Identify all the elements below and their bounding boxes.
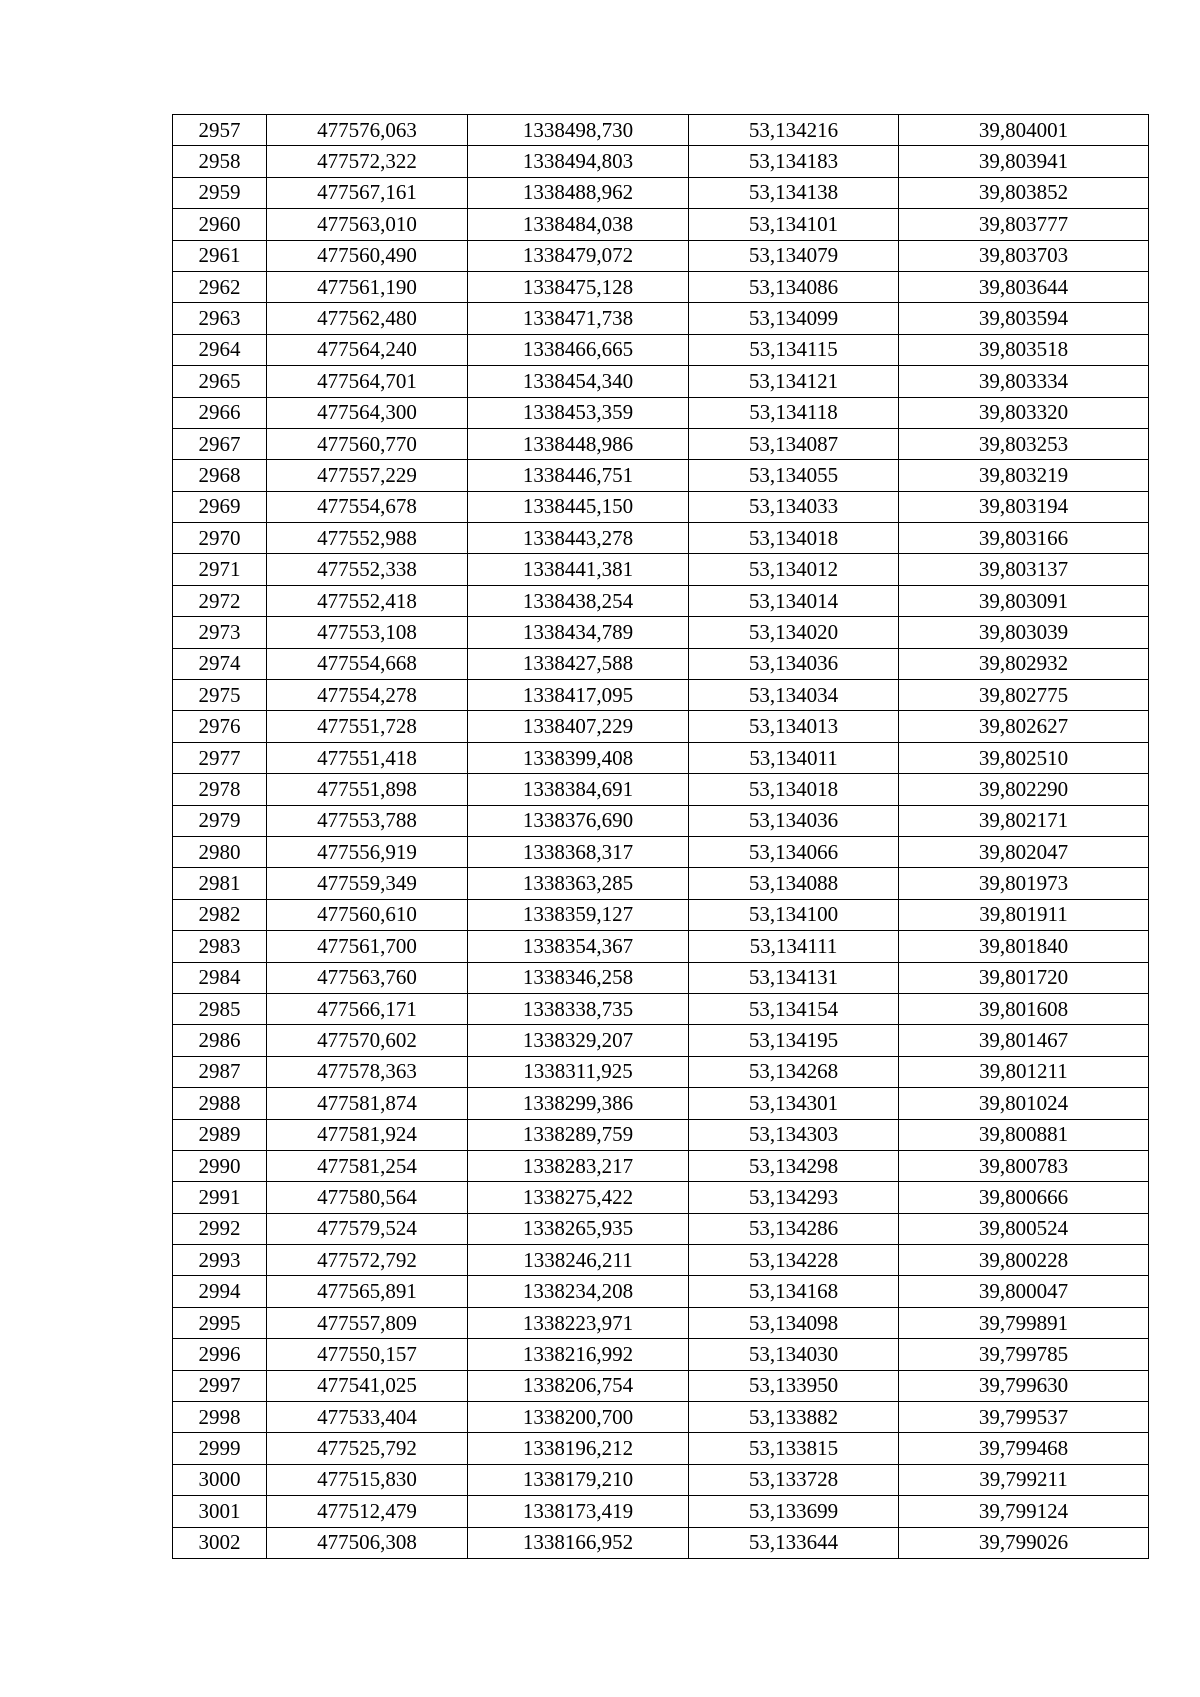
x-coordinate-cell: 477564,300 <box>267 397 468 428</box>
latitude-cell: 53,134013 <box>689 711 899 742</box>
table-row <box>173 1527 1149 1558</box>
x-coordinate-cell: 477563,010 <box>267 209 468 240</box>
point-number-cell: 2965 <box>173 366 267 397</box>
point-number-cell: 2982 <box>173 899 267 930</box>
latitude-cell: 53,134121 <box>689 366 899 397</box>
longitude-cell: 39,802510 <box>899 742 1149 773</box>
latitude-cell: 53,134018 <box>689 523 899 554</box>
table-row <box>173 585 1149 616</box>
y-coordinate-cell: 1338407,229 <box>468 711 689 742</box>
y-coordinate-cell: 1338484,038 <box>468 209 689 240</box>
longitude-cell: 39,800881 <box>899 1119 1149 1150</box>
point-number-cell: 2979 <box>173 805 267 836</box>
point-number-cell: 2981 <box>173 868 267 899</box>
x-coordinate-cell: 477515,830 <box>267 1464 468 1495</box>
longitude-cell: 39,802171 <box>899 805 1149 836</box>
y-coordinate-cell: 1338466,665 <box>468 334 689 365</box>
x-coordinate-cell: 477557,229 <box>267 460 468 491</box>
latitude-cell: 53,134195 <box>689 1025 899 1056</box>
x-coordinate-cell: 477525,792 <box>267 1433 468 1464</box>
x-coordinate-cell: 477567,161 <box>267 177 468 208</box>
x-coordinate-cell: 477553,788 <box>267 805 468 836</box>
table-row <box>173 1339 1149 1370</box>
y-coordinate-cell: 1338448,986 <box>468 428 689 459</box>
point-number-cell: 2970 <box>173 523 267 554</box>
latitude-cell: 53,134216 <box>689 115 899 146</box>
table-row <box>173 397 1149 428</box>
point-number-cell: 3000 <box>173 1464 267 1495</box>
latitude-cell: 53,134012 <box>689 554 899 585</box>
longitude-cell: 39,801211 <box>899 1056 1149 1087</box>
point-number-cell: 2963 <box>173 303 267 334</box>
x-coordinate-cell: 477581,254 <box>267 1150 468 1181</box>
table-row <box>173 868 1149 899</box>
point-number-cell: 3002 <box>173 1527 267 1558</box>
latitude-cell: 53,133950 <box>689 1370 899 1401</box>
table-row <box>173 962 1149 993</box>
longitude-cell: 39,803166 <box>899 523 1149 554</box>
longitude-cell: 39,803091 <box>899 585 1149 616</box>
y-coordinate-cell: 1338338,735 <box>468 993 689 1024</box>
point-number-cell: 2978 <box>173 774 267 805</box>
point-number-cell: 2997 <box>173 1370 267 1401</box>
point-number-cell: 2961 <box>173 240 267 271</box>
x-coordinate-cell: 477580,564 <box>267 1182 468 1213</box>
table-row <box>173 1056 1149 1087</box>
point-number-cell: 2992 <box>173 1213 267 1244</box>
longitude-cell: 39,803518 <box>899 334 1149 365</box>
x-coordinate-cell: 477561,190 <box>267 271 468 302</box>
y-coordinate-cell: 1338427,588 <box>468 648 689 679</box>
point-number-cell: 2964 <box>173 334 267 365</box>
x-coordinate-cell: 477533,404 <box>267 1402 468 1433</box>
longitude-cell: 39,799026 <box>899 1527 1149 1558</box>
x-coordinate-cell: 477551,418 <box>267 742 468 773</box>
latitude-cell: 53,134301 <box>689 1088 899 1119</box>
latitude-cell: 53,134011 <box>689 742 899 773</box>
x-coordinate-cell: 477561,700 <box>267 931 468 962</box>
table-row <box>173 1464 1149 1495</box>
table-row <box>173 334 1149 365</box>
point-number-cell: 2966 <box>173 397 267 428</box>
point-number-cell: 2985 <box>173 993 267 1024</box>
table-row <box>173 1433 1149 1464</box>
table-row <box>173 1119 1149 1150</box>
latitude-cell: 53,134088 <box>689 868 899 899</box>
x-coordinate-cell: 477576,063 <box>267 115 468 146</box>
x-coordinate-cell: 477570,602 <box>267 1025 468 1056</box>
longitude-cell: 39,799630 <box>899 1370 1149 1401</box>
latitude-cell: 53,134098 <box>689 1307 899 1338</box>
latitude-cell: 53,134131 <box>689 962 899 993</box>
y-coordinate-cell: 1338246,211 <box>468 1245 689 1276</box>
y-coordinate-cell: 1338359,127 <box>468 899 689 930</box>
latitude-cell: 53,134111 <box>689 931 899 962</box>
table-row <box>173 805 1149 836</box>
longitude-cell: 39,799891 <box>899 1307 1149 1338</box>
point-number-cell: 2983 <box>173 931 267 962</box>
longitude-cell: 39,802932 <box>899 648 1149 679</box>
table-row <box>173 774 1149 805</box>
y-coordinate-cell: 1338329,207 <box>468 1025 689 1056</box>
latitude-cell: 53,133728 <box>689 1464 899 1495</box>
longitude-cell: 39,803039 <box>899 617 1149 648</box>
y-coordinate-cell: 1338275,422 <box>468 1182 689 1213</box>
table-row <box>173 993 1149 1024</box>
x-coordinate-cell: 477554,668 <box>267 648 468 679</box>
x-coordinate-cell: 477551,728 <box>267 711 468 742</box>
table-row <box>173 1213 1149 1244</box>
point-number-cell: 2960 <box>173 209 267 240</box>
y-coordinate-cell: 1338216,992 <box>468 1339 689 1370</box>
point-number-cell: 2972 <box>173 585 267 616</box>
latitude-cell: 53,134183 <box>689 146 899 177</box>
y-coordinate-cell: 1338454,340 <box>468 366 689 397</box>
y-coordinate-cell: 1338346,258 <box>468 962 689 993</box>
y-coordinate-cell: 1338475,128 <box>468 271 689 302</box>
longitude-cell: 39,800666 <box>899 1182 1149 1213</box>
latitude-cell: 53,134298 <box>689 1150 899 1181</box>
point-number-cell: 2996 <box>173 1339 267 1370</box>
latitude-cell: 53,134168 <box>689 1276 899 1307</box>
longitude-cell: 39,801024 <box>899 1088 1149 1119</box>
longitude-cell: 39,799124 <box>899 1496 1149 1527</box>
latitude-cell: 53,133882 <box>689 1402 899 1433</box>
table-row <box>173 177 1149 208</box>
table-row <box>173 1276 1149 1307</box>
y-coordinate-cell: 1338368,317 <box>468 836 689 867</box>
y-coordinate-cell: 1338363,285 <box>468 868 689 899</box>
x-coordinate-cell: 477541,025 <box>267 1370 468 1401</box>
latitude-cell: 53,134036 <box>689 805 899 836</box>
table-row <box>173 209 1149 240</box>
longitude-cell: 39,799211 <box>899 1464 1149 1495</box>
x-coordinate-cell: 477554,278 <box>267 680 468 711</box>
latitude-cell: 53,133815 <box>689 1433 899 1464</box>
longitude-cell: 39,803253 <box>899 428 1149 459</box>
y-coordinate-cell: 1338441,381 <box>468 554 689 585</box>
longitude-cell: 39,801467 <box>899 1025 1149 1056</box>
y-coordinate-cell: 1338446,751 <box>468 460 689 491</box>
point-number-cell: 2988 <box>173 1088 267 1119</box>
table-row <box>173 680 1149 711</box>
point-number-cell: 2993 <box>173 1245 267 1276</box>
point-number-cell: 2967 <box>173 428 267 459</box>
longitude-cell: 39,803320 <box>899 397 1149 428</box>
point-number-cell: 2990 <box>173 1150 267 1181</box>
table-row <box>173 240 1149 271</box>
longitude-cell: 39,799468 <box>899 1433 1149 1464</box>
table-row <box>173 1182 1149 1213</box>
table-row <box>173 1307 1149 1338</box>
x-coordinate-cell: 477552,338 <box>267 554 468 585</box>
x-coordinate-cell: 477559,349 <box>267 868 468 899</box>
x-coordinate-cell: 477554,678 <box>267 491 468 522</box>
longitude-cell: 39,803137 <box>899 554 1149 585</box>
table-row <box>173 899 1149 930</box>
table-row <box>173 1370 1149 1401</box>
latitude-cell: 53,134030 <box>689 1339 899 1370</box>
point-number-cell: 2984 <box>173 962 267 993</box>
latitude-cell: 53,134034 <box>689 680 899 711</box>
x-coordinate-cell: 477560,770 <box>267 428 468 459</box>
longitude-cell: 39,803219 <box>899 460 1149 491</box>
table-row <box>173 554 1149 585</box>
point-number-cell: 3001 <box>173 1496 267 1527</box>
table-row <box>173 523 1149 554</box>
point-number-cell: 2969 <box>173 491 267 522</box>
point-number-cell: 2991 <box>173 1182 267 1213</box>
y-coordinate-cell: 1338265,935 <box>468 1213 689 1244</box>
longitude-cell: 39,803334 <box>899 366 1149 397</box>
longitude-cell: 39,801911 <box>899 899 1149 930</box>
point-number-cell: 2994 <box>173 1276 267 1307</box>
longitude-cell: 39,803852 <box>899 177 1149 208</box>
y-coordinate-cell: 1338223,971 <box>468 1307 689 1338</box>
longitude-cell: 39,803644 <box>899 271 1149 302</box>
table-row <box>173 1245 1149 1276</box>
y-coordinate-cell: 1338498,730 <box>468 115 689 146</box>
x-coordinate-cell: 477506,308 <box>267 1527 468 1558</box>
point-number-cell: 2976 <box>173 711 267 742</box>
y-coordinate-cell: 1338443,278 <box>468 523 689 554</box>
longitude-cell: 39,803777 <box>899 209 1149 240</box>
x-coordinate-cell: 477552,988 <box>267 523 468 554</box>
latitude-cell: 53,134118 <box>689 397 899 428</box>
latitude-cell: 53,133699 <box>689 1496 899 1527</box>
x-coordinate-cell: 477564,701 <box>267 366 468 397</box>
table-row <box>173 836 1149 867</box>
point-number-cell: 2977 <box>173 742 267 773</box>
x-coordinate-cell: 477572,792 <box>267 1245 468 1276</box>
latitude-cell: 53,134066 <box>689 836 899 867</box>
y-coordinate-cell: 1338283,217 <box>468 1150 689 1181</box>
longitude-cell: 39,801608 <box>899 993 1149 1024</box>
point-number-cell: 2986 <box>173 1025 267 1056</box>
longitude-cell: 39,800047 <box>899 1276 1149 1307</box>
longitude-cell: 39,799785 <box>899 1339 1149 1370</box>
point-number-cell: 2995 <box>173 1307 267 1338</box>
x-coordinate-cell: 477560,490 <box>267 240 468 271</box>
y-coordinate-cell: 1338417,095 <box>468 680 689 711</box>
table-row <box>173 303 1149 334</box>
table-row <box>173 1150 1149 1181</box>
y-coordinate-cell: 1338479,072 <box>468 240 689 271</box>
y-coordinate-cell: 1338166,952 <box>468 1527 689 1558</box>
y-coordinate-cell: 1338206,754 <box>468 1370 689 1401</box>
latitude-cell: 53,134286 <box>689 1213 899 1244</box>
y-coordinate-cell: 1338384,691 <box>468 774 689 805</box>
x-coordinate-cell: 477552,418 <box>267 585 468 616</box>
x-coordinate-cell: 477557,809 <box>267 1307 468 1338</box>
x-coordinate-cell: 477560,610 <box>267 899 468 930</box>
latitude-cell: 53,134020 <box>689 617 899 648</box>
longitude-cell: 39,800524 <box>899 1213 1149 1244</box>
latitude-cell: 53,134087 <box>689 428 899 459</box>
point-number-cell: 2959 <box>173 177 267 208</box>
longitude-cell: 39,802290 <box>899 774 1149 805</box>
y-coordinate-cell: 1338179,210 <box>468 1464 689 1495</box>
x-coordinate-cell: 477572,322 <box>267 146 468 177</box>
table-row <box>173 115 1149 146</box>
longitude-cell: 39,802775 <box>899 680 1149 711</box>
latitude-cell: 53,134086 <box>689 271 899 302</box>
longitude-cell: 39,803941 <box>899 146 1149 177</box>
y-coordinate-cell: 1338234,208 <box>468 1276 689 1307</box>
latitude-cell: 53,134100 <box>689 899 899 930</box>
table-row <box>173 648 1149 679</box>
point-number-cell: 2987 <box>173 1056 267 1087</box>
latitude-cell: 53,134018 <box>689 774 899 805</box>
latitude-cell: 53,134101 <box>689 209 899 240</box>
longitude-cell: 39,804001 <box>899 115 1149 146</box>
coordinates-table <box>172 114 1149 1559</box>
longitude-cell: 39,803594 <box>899 303 1149 334</box>
table-row <box>173 931 1149 962</box>
latitude-cell: 53,134293 <box>689 1182 899 1213</box>
y-coordinate-cell: 1338494,803 <box>468 146 689 177</box>
y-coordinate-cell: 1338488,962 <box>468 177 689 208</box>
y-coordinate-cell: 1338311,925 <box>468 1056 689 1087</box>
latitude-cell: 53,134154 <box>689 993 899 1024</box>
y-coordinate-cell: 1338434,789 <box>468 617 689 648</box>
latitude-cell: 53,134115 <box>689 334 899 365</box>
point-number-cell: 2958 <box>173 146 267 177</box>
y-coordinate-cell: 1338399,408 <box>468 742 689 773</box>
longitude-cell: 39,802047 <box>899 836 1149 867</box>
y-coordinate-cell: 1338173,419 <box>468 1496 689 1527</box>
table-row <box>173 1402 1149 1433</box>
longitude-cell: 39,801720 <box>899 962 1149 993</box>
latitude-cell: 53,134033 <box>689 491 899 522</box>
table-row <box>173 428 1149 459</box>
x-coordinate-cell: 477556,919 <box>267 836 468 867</box>
longitude-cell: 39,800228 <box>899 1245 1149 1276</box>
latitude-cell: 53,134138 <box>689 177 899 208</box>
x-coordinate-cell: 477563,760 <box>267 962 468 993</box>
x-coordinate-cell: 477564,240 <box>267 334 468 365</box>
latitude-cell: 53,133644 <box>689 1527 899 1558</box>
y-coordinate-cell: 1338453,359 <box>468 397 689 428</box>
latitude-cell: 53,134228 <box>689 1245 899 1276</box>
point-number-cell: 2971 <box>173 554 267 585</box>
x-coordinate-cell: 477579,524 <box>267 1213 468 1244</box>
table-row <box>173 1088 1149 1119</box>
x-coordinate-cell: 477566,171 <box>267 993 468 1024</box>
point-number-cell: 2962 <box>173 271 267 302</box>
longitude-cell: 39,803194 <box>899 491 1149 522</box>
point-number-cell: 2980 <box>173 836 267 867</box>
point-number-cell: 2999 <box>173 1433 267 1464</box>
point-number-cell: 2957 <box>173 115 267 146</box>
table-row <box>173 146 1149 177</box>
table-row <box>173 1496 1149 1527</box>
longitude-cell: 39,799537 <box>899 1402 1149 1433</box>
table-row <box>173 271 1149 302</box>
y-coordinate-cell: 1338200,700 <box>468 1402 689 1433</box>
longitude-cell: 39,801973 <box>899 868 1149 899</box>
table-row <box>173 1025 1149 1056</box>
x-coordinate-cell: 477550,157 <box>267 1339 468 1370</box>
latitude-cell: 53,134079 <box>689 240 899 271</box>
y-coordinate-cell: 1338471,738 <box>468 303 689 334</box>
x-coordinate-cell: 477553,108 <box>267 617 468 648</box>
point-number-cell: 2998 <box>173 1402 267 1433</box>
y-coordinate-cell: 1338196,212 <box>468 1433 689 1464</box>
x-coordinate-cell: 477581,924 <box>267 1119 468 1150</box>
y-coordinate-cell: 1338289,759 <box>468 1119 689 1150</box>
y-coordinate-cell: 1338445,150 <box>468 491 689 522</box>
y-coordinate-cell: 1338354,367 <box>468 931 689 962</box>
longitude-cell: 39,803703 <box>899 240 1149 271</box>
point-number-cell: 2989 <box>173 1119 267 1150</box>
longitude-cell: 39,800783 <box>899 1150 1149 1181</box>
coordinates-table-body <box>173 115 1149 1559</box>
latitude-cell: 53,134014 <box>689 585 899 616</box>
x-coordinate-cell: 477578,363 <box>267 1056 468 1087</box>
latitude-cell: 53,134099 <box>689 303 899 334</box>
table-row <box>173 491 1149 522</box>
x-coordinate-cell: 477551,898 <box>267 774 468 805</box>
x-coordinate-cell: 477562,480 <box>267 303 468 334</box>
table-row <box>173 460 1149 491</box>
longitude-cell: 39,802627 <box>899 711 1149 742</box>
table-row <box>173 742 1149 773</box>
y-coordinate-cell: 1338299,386 <box>468 1088 689 1119</box>
latitude-cell: 53,134268 <box>689 1056 899 1087</box>
table-row <box>173 366 1149 397</box>
latitude-cell: 53,134055 <box>689 460 899 491</box>
table-row <box>173 711 1149 742</box>
point-number-cell: 2975 <box>173 680 267 711</box>
point-number-cell: 2968 <box>173 460 267 491</box>
point-number-cell: 2974 <box>173 648 267 679</box>
point-number-cell: 2973 <box>173 617 267 648</box>
x-coordinate-cell: 477512,479 <box>267 1496 468 1527</box>
table-row <box>173 617 1149 648</box>
y-coordinate-cell: 1338438,254 <box>468 585 689 616</box>
latitude-cell: 53,134036 <box>689 648 899 679</box>
latitude-cell: 53,134303 <box>689 1119 899 1150</box>
x-coordinate-cell: 477581,874 <box>267 1088 468 1119</box>
x-coordinate-cell: 477565,891 <box>267 1276 468 1307</box>
longitude-cell: 39,801840 <box>899 931 1149 962</box>
y-coordinate-cell: 1338376,690 <box>468 805 689 836</box>
